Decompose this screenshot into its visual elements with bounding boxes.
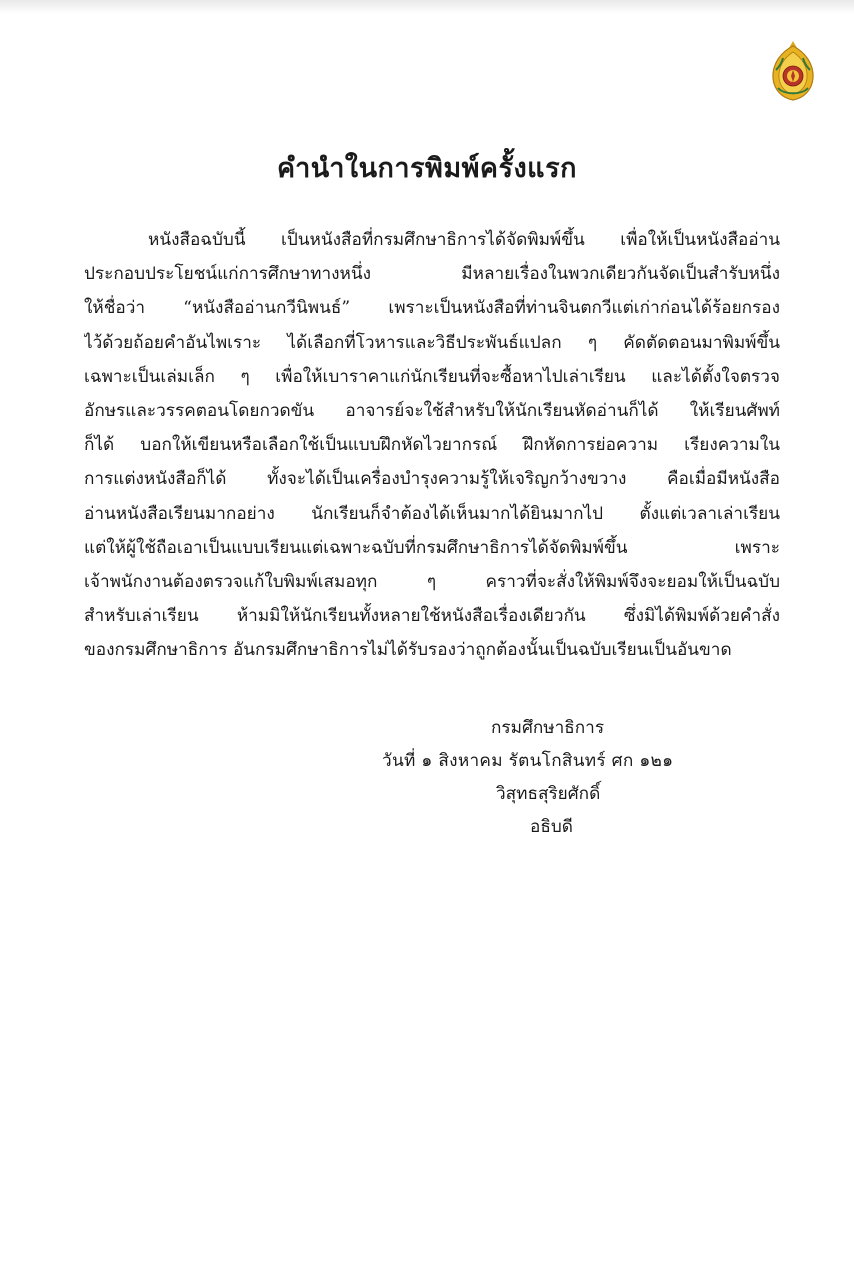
- signature-position: อธิบดี: [530, 817, 573, 837]
- paragraph-line: เจ้าพนักงานต้องตรวจแก้ใบพิมพ์เสมอทุก ๆ คราวที่จะสั่งให้พิมพ์จึงจะยอมให้เป็นฉบับ: [84, 571, 780, 592]
- paragraph-line: อักษรและวรรคตอนโดยกวดขัน อาจารย์จะใช้สำหรับให้นักเรียนหัดอ่านก็ได้ ให้เรียนศัพท์: [84, 400, 780, 421]
- paragraph-line: แต่ให้ผู้ใช้ถือเอาเป็นแบบเรียนแต่เฉพาะฉบับที่กรมศึกษาธิการได้จัดพิมพ์ขึ้น เพราะ: [84, 537, 780, 558]
- paragraph-line: ก็ได้ บอกให้เขียนหรือเลือกใช้เป็นแบบฝึกหัดไวยากรณ์ ฝึกหัดการย่อความ เรียงความใน: [84, 435, 780, 456]
- paragraph-line: อ่านหนังสือเรียนมากอย่าง นักเรียนก็จำต้องได้เห็นมากได้ยินมากไป ตั้งแต่เวลาเล่าเรียน: [84, 503, 780, 524]
- signature-department: กรมศึกษาธิการ: [491, 718, 605, 738]
- paragraph-line: หนังสือฉบับนี้ เป็นหนังสือที่กรมศึกษาธิการได้จัดพิมพ์ขึ้น เพื่อให้เป็นหนังสืออ่าน: [148, 230, 780, 250]
- paragraph-line: ประกอบประโยชน์แก่การศึกษาทางหนึ่ง มีหลายเรื่องในพวกเดียวกันจัดเป็นสำรับหนึ่ง: [84, 264, 780, 285]
- paragraph-line: ไว้ด้วยถ้อยคำอันไพเราะ ได้เลือกที่โวหารและวิธีประพันธ์แปลก ๆ คัดตัดตอนมาพิมพ์ขึ้น: [84, 332, 780, 353]
- body-paragraph: [84, 223, 780, 667]
- paragraph-line: ของกรมศึกษาธิการ อันกรมศึกษาธิการไม่ได้รับรองว่าถูกต้องนั้นเป็นฉบับเรียนเป็นอันขาด: [84, 640, 732, 661]
- paragraph-line: สำหรับเล่าเรียน ห้ามมิให้นักเรียนทั้งหลายใช้หนังสือเรื่องเดียวกัน ซึ่งมิได้พิมพ์ด้วยคำสั่ง: [84, 606, 780, 627]
- paragraph-line: การแต่งหนังสือก็ได้ ทั้งจะได้เป็นเครื่องบำรุงความรู้ให้เจริญกว้างขวาง คือเมื่อมีหนังสือ: [84, 469, 780, 490]
- signature-date: วันที่ ๑ สิงหาคม รัตนโกสินทร์ ศก ๑๒๑: [382, 751, 674, 771]
- paragraph-line: เฉพาะเป็นเล่มเล็ก ๆ เพื่อให้เบาราคาแก่นักเรียนที่จะซื้อหาไปเล่าเรียน และได้ตั้งใจตรวจ: [84, 366, 780, 387]
- page-title: คำนำในการพิมพ์ครั้งแรก: [277, 153, 577, 184]
- scan-edge: [0, 0, 854, 14]
- paragraph-line: ให้ชื่อว่า “หนังสืออ่านกวีนิพนธ์” เพราะเป็นหนังสือที่ท่านจินตกวีแต่เก่าก่อนได้ร้อยกรอง: [84, 298, 780, 319]
- signature-block: [370, 712, 790, 844]
- signature-name: วิสุทธสุริยศักดิ์: [496, 784, 601, 804]
- ministry-emblem-icon: [770, 40, 816, 102]
